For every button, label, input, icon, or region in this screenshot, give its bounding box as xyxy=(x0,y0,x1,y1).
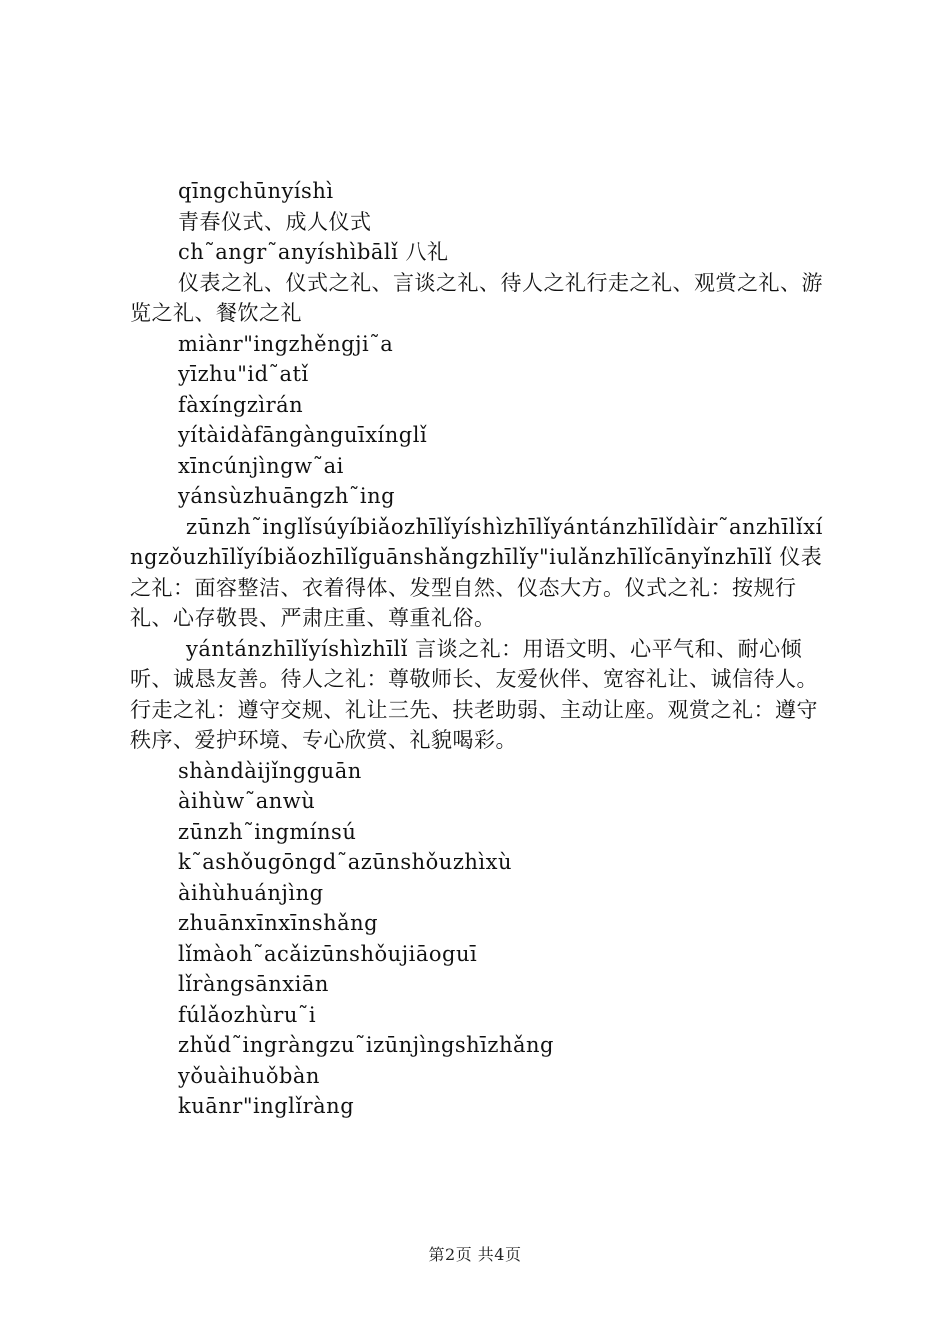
text-line: kuānr"inglǐràng xyxy=(178,1094,355,1118)
text-line: zūnzh˜ingmínsú xyxy=(178,819,357,844)
text-line: ch˜angr˜anyíshìbālǐ 八礼 xyxy=(178,240,449,264)
text-line: fàxíngzìrán xyxy=(178,392,304,417)
text-line: àihùhuánjìng xyxy=(178,880,324,905)
paragraph-rites-detail-2: yántánzhīlǐyíshìzhīlǐ 言谈之礼：用语文明、心平气和、耐心倾听、诚恳友善。待人之礼：尊敬师长、友爱伙伴、宽容礼让、诚信待人。行走之礼：遵守交规、礼让三先、扶老助弱、主动让座。观赏之礼：遵守秩序、爱护环境、专心欣赏、礼貌喝彩。 xyxy=(130,636,818,752)
paragraph-rites-detail-1: zūnzh˜inglǐsúyíbiǎozhīlǐyíshìzhīlǐyántánzhīlǐdàir˜anzhīlǐxíngzǒuzhīlǐyíbiǎozhīlǐguānshǎngzhīlǐy"iulǎnzhīlǐcānyǐnzhīlǐ 仪表之礼：面容整洁、衣着得体、发型自然、仪态大方。仪式之礼：按规行礼、心存敬畏、严肃庄重、尊重礼俗。 xyxy=(130,514,823,630)
text-line: yánsùzhuāngzh˜ing xyxy=(178,484,396,508)
text-line: miànr"ingzhěngji˜a xyxy=(178,331,394,356)
text-line: k˜ashǒugōngd˜azūnshǒuzhìxù xyxy=(178,850,512,874)
paragraph-eight-rites: 仪表之礼、仪式之礼、言谈之礼、待人之礼行走之礼、观赏之礼、游览之礼、餐饮之礼 xyxy=(130,270,823,325)
text-line: 青春仪式、成人仪式 xyxy=(178,209,372,234)
document-body xyxy=(130,176,835,1122)
text-line: àihùw˜anwù xyxy=(178,789,316,813)
text-line: zhǔd˜ingràngzu˜izūnjìngshīzhǎng xyxy=(178,1033,554,1057)
text-line: shàndàijǐngguān xyxy=(178,758,362,783)
text-line: zhuānxīnxīnshǎng xyxy=(178,911,379,935)
text-line: lǐràngsānxiān xyxy=(178,972,329,996)
page-footer: 第2页 共4页 xyxy=(428,1245,522,1264)
text-line: fúlǎozhùru˜i xyxy=(178,1002,317,1027)
text-line: yǒuàihuǒbàn xyxy=(178,1063,320,1088)
text-line: xīncúnjìngw˜ai xyxy=(178,453,344,478)
text-line: qīngchūnyíshì xyxy=(178,179,334,203)
text-line: lǐmàoh˜acǎizūnshǒujiāoguī xyxy=(178,941,478,966)
text-line: yīzhu"id˜atǐ xyxy=(178,362,309,386)
text-line: yítàidàfāngànguīxínglǐ xyxy=(178,423,428,447)
